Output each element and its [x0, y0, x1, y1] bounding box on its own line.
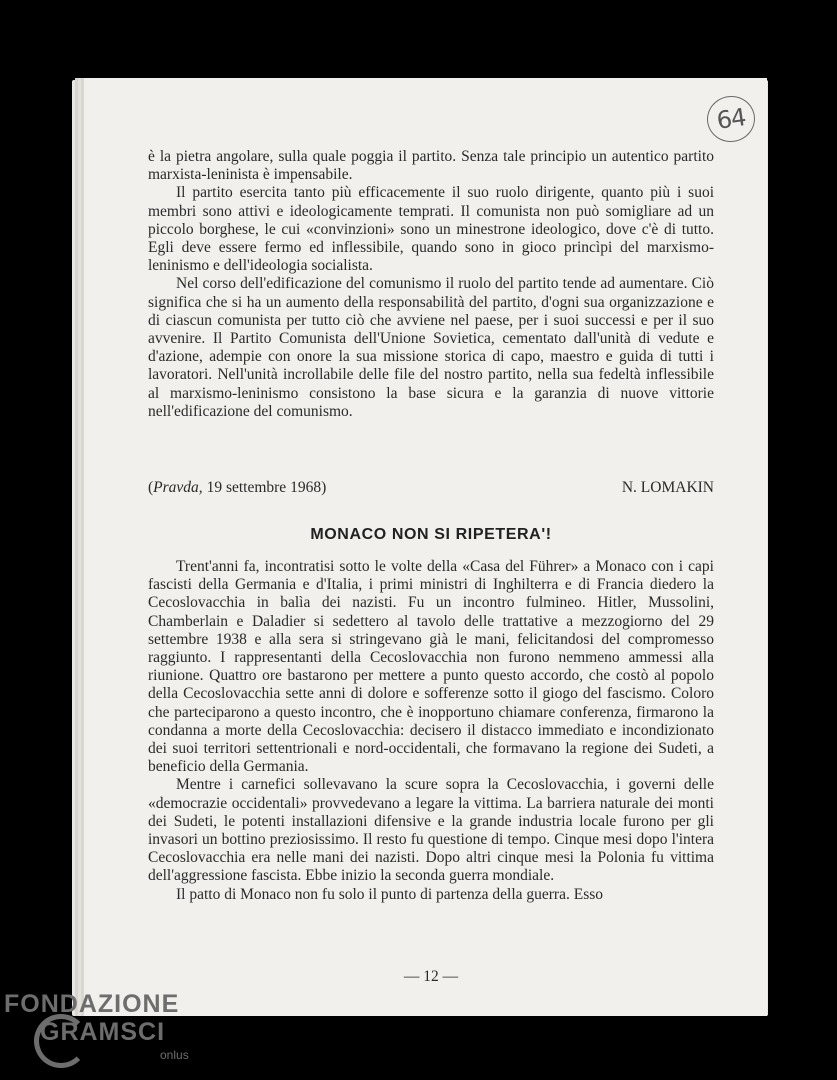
article-author: N. LOMAKIN	[621, 479, 714, 496]
handwritten-page-number: 64	[704, 93, 758, 145]
source-citation: (Pravda, 19 settembre 1968)	[148, 479, 327, 496]
section-title: MONACO NON SI RIPETERA'!	[310, 526, 552, 543]
paragraph: Il partito esercita tanto più efficacemente il suo ruolo dirigente, quanto più i suoi membri sono attivi e ideologicamente temprati. Il comunista non può somigliare ad un piccolo borghese, le cui «convinzioni» sono un minestrone ideologico, dove c'è di tutto. Egli deve essere fermo ed inflessibile, quando sono in gioco princìpi del marxismo-leninismo e dell'ideologia socialista.	[148, 184, 714, 275]
watermark-line2: GRAMSCI	[40, 1018, 166, 1046]
section-text	[148, 558, 714, 904]
watermark-line1: FONDAZIONE	[4, 990, 180, 1018]
document-page	[84, 78, 767, 1016]
fondazione-gramsci-watermark	[4, 990, 214, 1070]
paragraph: è la pietra angolare, sulla quale poggia il partito. Senza tale principio un autentico partito marxista-leninista è impensabile.	[148, 148, 714, 184]
watermark-line3: onlus	[160, 1048, 189, 1062]
page-footer-number: — 12 —	[403, 968, 459, 985]
intro-text	[148, 148, 714, 421]
paragraph: Mentre i carnefici sollevavano la scure sopra la Cecoslovacchia, i governi delle «democrazie occidentali» provvedevano a legare la vittima. La barriera naturale dei monti dei Sudeti, le potenti installazioni difensive e la grande industria locale furono per gli invasori un bottino preziosissimo. Il resto fu questione di tempo. Cinque mesi dopo l'intera Cecoslovacchia era nelle mani dei nazisti. Dopo altri cinque mesi la Polonia fu vittima dell'aggressione fascista. Ebbe inizio la seconda guerra mondiale.	[148, 776, 714, 885]
paragraph: Il patto di Monaco non fu solo il punto di partenza della guerra. Esso	[176, 885, 604, 903]
source-attribution	[148, 479, 714, 497]
paragraph: Trent'anni fa, incontratisi sotto le volte della «Casa del Führer» a Monaco con i capi fascisti della Germania e d'Italia, i primi ministri di Inghilterra e di Francia diedero la Cecoslovacchia in balìa dei nazisti. Fu un incontro fulmineo. Hitler, Mussolini, Chamberlain e Daladier si sedettero al tavolo delle trattative a mezzogiorno del 29 settembre 1938 e alla sera si stringevano già le mani, felicitandosi del compromesso raggiunto. I rappresentanti della Cecoslovacchia non furono nemmeno ammessi alla riunione. Quattro ore bastarono per mettere a punto questo accordo, che costò al popolo della Cecoslovacchia sette anni di dolore e sofferenze sotto il giogo del fascismo. Coloro che parteciparono a questo incontro, che è inopportuno chiamare conferenza, firmarono la condanna a morte della Cecoslovacchia: decisero il distacco immediato e incondizionato dei suoi territori settentrionali e nord-occidentali, che formavano la regione dei Sudeti, a beneficio della Germania.	[148, 558, 714, 776]
paragraph: Nel corso dell'edificazione del comunismo il ruolo del partito tende ad aumentare. Ciò significa che si ha un aumento della responsabilità del partito, d'ogni sua organizzazione e di ciascun comunista per tutto ciò che avviene nel paese, per i suoi successi e per il suo avvenire. Il Partito Comunista dell'Unione Sovietica, cementato dall'unità di vedute e d'azione, adempie con onore la sua missione storica di capo, maestro e guida di tutti i lavoratori. Nell'unità incrollabile delle file del nostro partito, nella sua fedeltà inflessibile al marxismo-leninismo consistono la base sicura e la garanzia di nuove vittorie nell'edificazione del comunismo.	[148, 275, 714, 420]
